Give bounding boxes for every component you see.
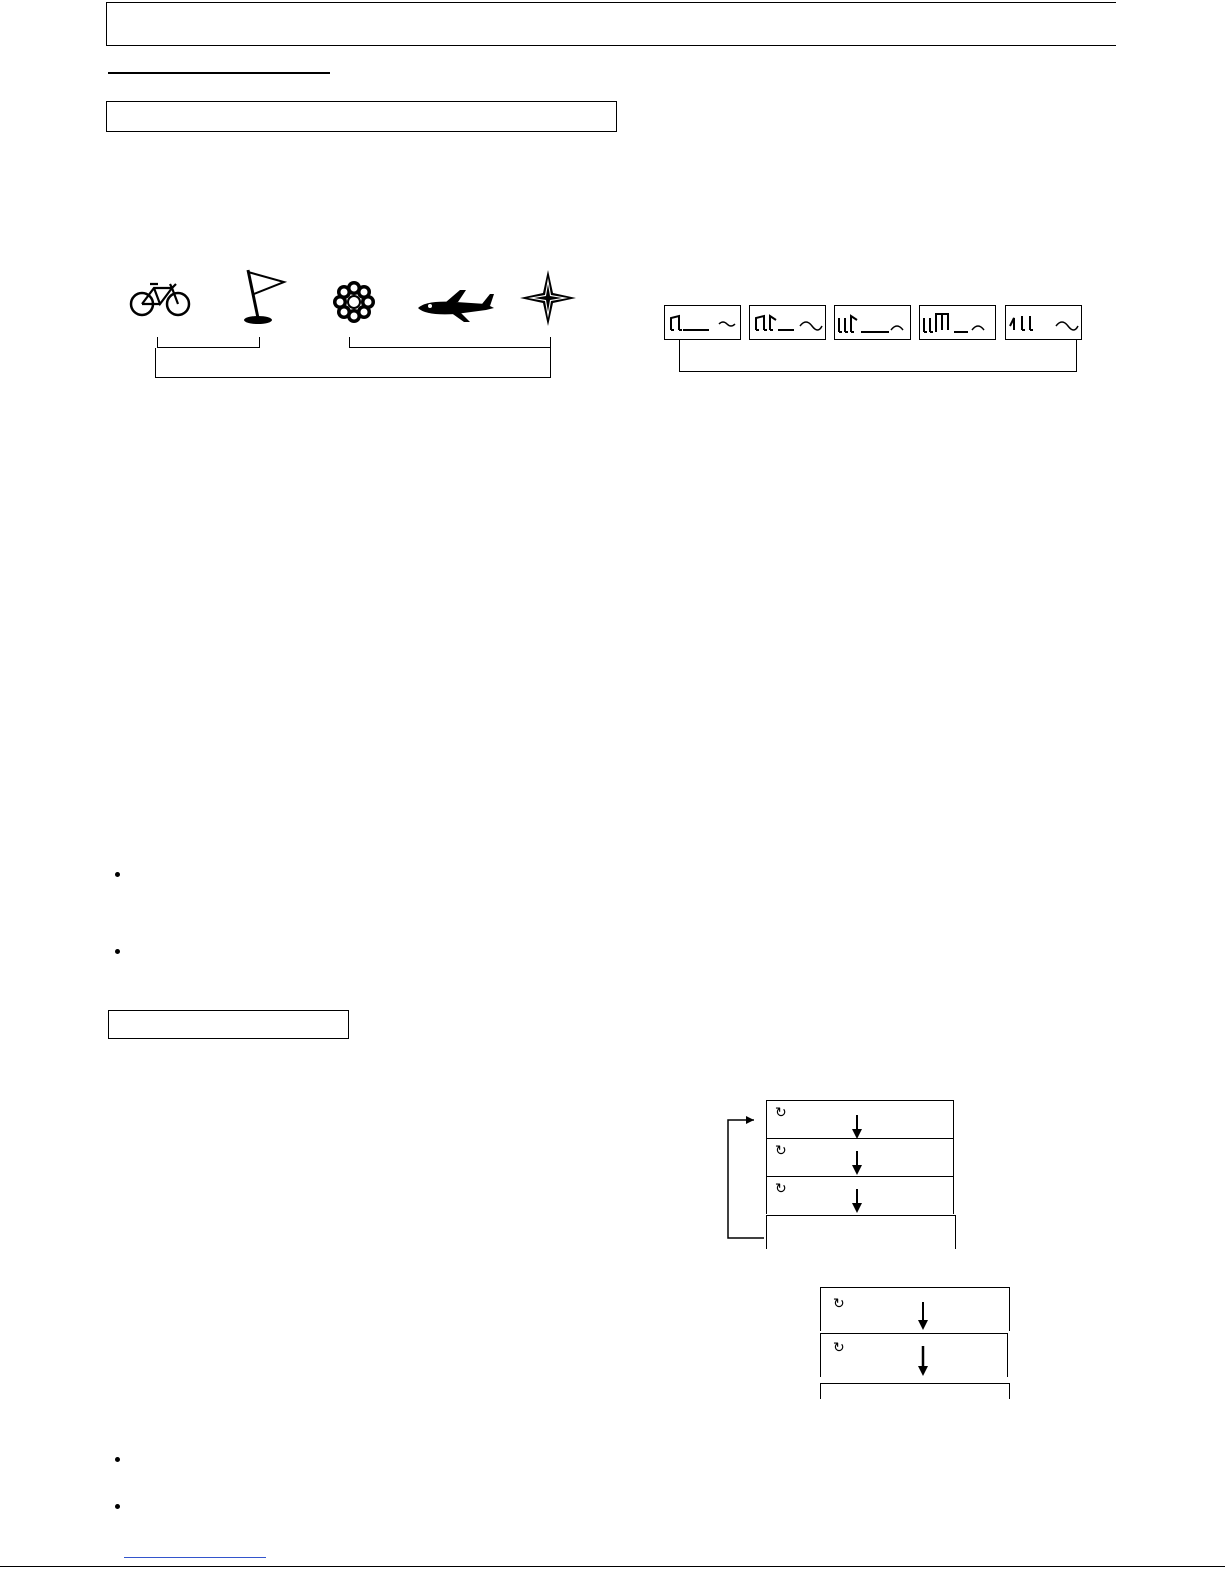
repeat-icon: ↻ [833, 1340, 845, 1356]
bullet-point [115, 1457, 120, 1462]
footer-link-underline[interactable] [124, 1557, 266, 1558]
airplane-icon [416, 288, 496, 324]
repeat-icon: ↻ [775, 1105, 787, 1121]
bullet-point [115, 1504, 120, 1509]
wave-pattern-icon [664, 305, 741, 340]
repeat-step-box-last [820, 1383, 1010, 1399]
bullet-point [115, 949, 120, 954]
repeat-flow-diagram-b [818, 1287, 1012, 1401]
section-heading-box-1 [106, 101, 617, 132]
down-arrow-icon [851, 1189, 863, 1215]
page-title-underline [108, 72, 330, 74]
wave-pattern-bracket [679, 340, 1077, 372]
section-heading-box-2 [108, 1010, 349, 1039]
repeat-icon: ↻ [775, 1181, 787, 1197]
repeat-flow-diagram-a [720, 1098, 960, 1250]
icon-group-bracket-1 [157, 337, 260, 348]
repeat-step-box [820, 1333, 1008, 1377]
repeat-step-box [766, 1176, 954, 1214]
repeat-icon: ↻ [775, 1143, 787, 1159]
bullet-point [115, 872, 120, 877]
wave-pattern-icon [749, 305, 826, 340]
icon-group-bracket-2 [349, 337, 551, 348]
wave-pattern-icon [834, 305, 911, 340]
sound-effect-icons-row [126, 268, 586, 330]
down-arrow-icon [851, 1151, 863, 1177]
down-arrow-icon [917, 1346, 929, 1378]
golf-flag-icon [238, 268, 288, 328]
footer-rule [0, 1566, 1225, 1567]
compass-star-icon [520, 270, 576, 326]
repeat-icon: ↻ [833, 1296, 845, 1312]
repeat-step-box [820, 1287, 1010, 1331]
loop-back-arrow [720, 1098, 770, 1250]
repeat-step-box [766, 1100, 954, 1138]
wave-pattern-icon [1005, 305, 1082, 340]
down-arrow-icon [917, 1302, 929, 1332]
repeat-step-box-last [766, 1215, 956, 1249]
bicycle-icon [128, 278, 192, 318]
icon-group-bracket-all [155, 348, 551, 378]
header-box [106, 2, 1116, 46]
repeat-step-box [766, 1138, 954, 1176]
flower-icon [332, 280, 376, 324]
wave-pattern-icon [919, 305, 996, 340]
